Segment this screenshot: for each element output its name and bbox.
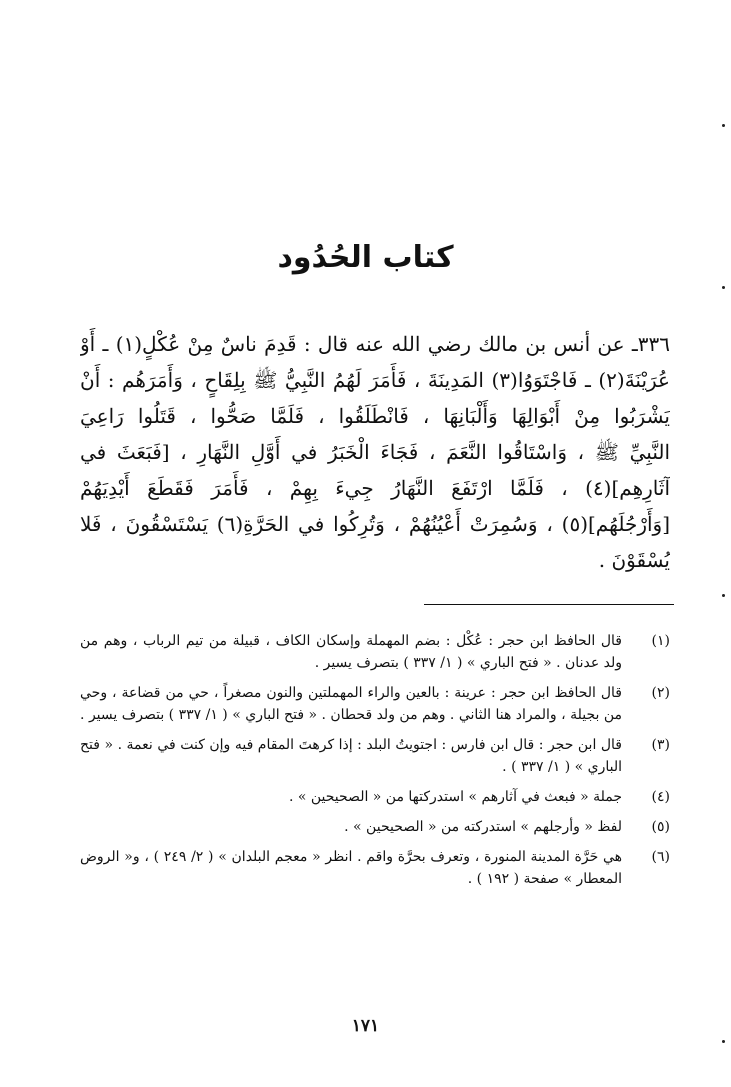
- footnote-text: جملة « فبعث في آثارهم » استدركتها من « الصحيحين » .: [288, 789, 622, 805]
- footnote-number: (٥): [651, 819, 670, 835]
- hadith-line: [وَأَرْجُلَهُم](٥) ، وَسُمِرَتْ أَعْيُنُهُمْ ، وَتُرِكُوا في الحَرَّةِ(٦) يَسْتَسْقُونَ ، فَلا: [80, 512, 670, 536]
- hadith-line: آثَارِهِم](٤) ، فَلَمَّا ارْتَفَعَ النَّهَارُ جِيءَ بِهِمْ ، فَأَمَرَ فَقَطَعَ أَيْدِيَهُمْ: [80, 476, 670, 500]
- scan-speck: [722, 1040, 725, 1043]
- footnote: [80, 816, 670, 838]
- scan-speck: [722, 124, 725, 127]
- footnote-number: (٤): [651, 789, 670, 805]
- footnote: [80, 630, 670, 674]
- footnote-number: (٣): [651, 737, 670, 753]
- footnote: [80, 786, 670, 808]
- footnote-number: (٢): [651, 685, 670, 701]
- footnote-text: قال الحافظ ابن حجر : عرينة : بالعين والراء المهملتين والنون مصغراً ، حي من قضاعة ، وحي من بجيلة ، والمراد هنا الثاني . وهم من ولد قحطان . « فتح الباري » ( ١/ ٣٣٧ ) بتصرف يسير .: [80, 685, 622, 723]
- hadith-line: يَشْرَبُوا مِنْ أَبْوَالِهَا وَأَلْبَانِهَا ، فَانْطَلَقُوا ، فَلَمَّا صَحُّوا ، قَتَلُوا رَاعِيَ: [80, 404, 670, 428]
- scan-speck: [722, 594, 725, 597]
- footnote-divider: [424, 604, 674, 605]
- footnote-number: (٦): [651, 849, 670, 865]
- footnotes: [80, 630, 670, 898]
- scan-speck: [722, 286, 725, 289]
- footnote-text: لفظ « وأرجلهم » استدركته من « الصحيحين » .: [344, 819, 622, 835]
- footnote: [80, 734, 670, 778]
- footnote-text: قال الحافظ ابن حجر : عُكْل : بضم المهملة وإسكان الكاف ، قبيلة من تيم الرباب ، وهم من ولد عدنان . « فتح الباري » ( ١/ ٣٣٧ ) بتصرف يسير .: [80, 633, 622, 671]
- hadith-line: عُرَيْنَةَ(٢) ـ فَاجْتَوَوُا(٣) المَدِينَةَ ، فَأَمَرَ لَهُمُ النَّبِيُّ ﷺ بِلِقَاحٍ ، وَأَمَرَهُم : أَنْ: [80, 368, 670, 392]
- footnote: [80, 846, 670, 890]
- hadith-line: ٣٣٦ـ عن أنس بن مالك رضي الله عنه قال : قَدِمَ ناسٌ مِنْ عُكْلٍ(١) ـ أَوْ: [80, 332, 670, 356]
- chapter-title: كتاب الحُدُود: [277, 240, 454, 275]
- footnote-text: هي حَرَّة المدينة المنورة ، وتعرف بحرَّة واقم . انظر « معجم البلدان » ( ٢/ ٢٤٩ ) ، و« الروض المعطار » صفحة ( ١٩٢ ) .: [80, 849, 622, 887]
- hadith-line: النَّبِيِّ ﷺ ، وَاسْتَاقُوا النَّعَمَ ، فَجَاءَ الْخَبَرُ في أَوَّلِ النَّهَارِ ، [فَبَعَثَ في: [80, 440, 670, 464]
- hadith-line: يُسْقَوْنَ .: [598, 548, 670, 572]
- footnote: [80, 682, 670, 726]
- footnote-text: قال ابن حجر : قال ابن فارس : اجتويتُ البلد : إذا كرهتَ المقام فيه وإن كنت في نعمة . « فتح الباري » ( ١/ ٣٣٧ ) .: [80, 737, 622, 775]
- hadith-text: [80, 326, 670, 578]
- page-number: ١٧١: [351, 1016, 380, 1036]
- footnote-number: (١): [651, 633, 670, 649]
